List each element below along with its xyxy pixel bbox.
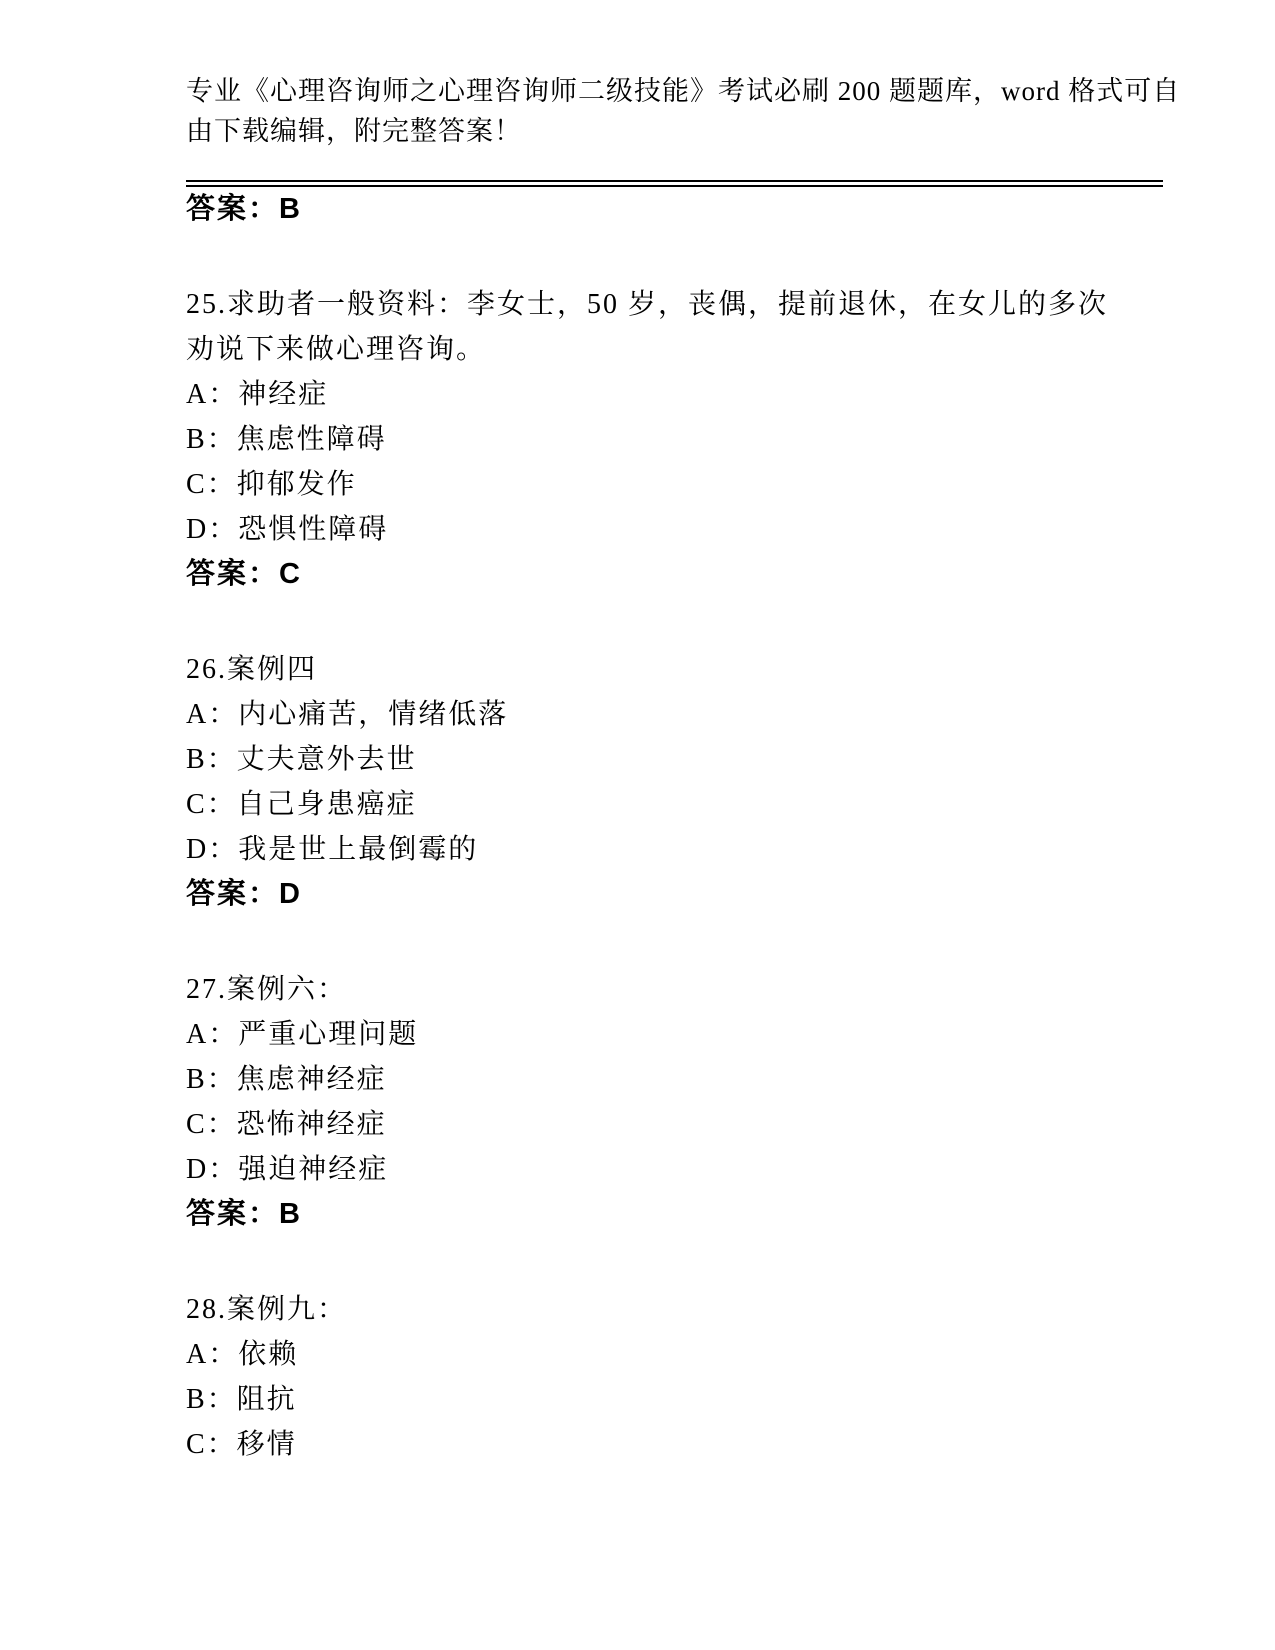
header-title-line-2: 由下载编辑，附完整答案！ <box>186 116 522 146</box>
page-content <box>186 0 1181 1467</box>
option-c: C：抑郁发作 <box>186 469 357 500</box>
option-c: C：自己身患癌症 <box>186 789 417 820</box>
option-b: B：丈夫意外去世 <box>186 744 417 775</box>
option-d: D：我是世上最倒霉的 <box>186 834 479 865</box>
question-text-line: 27.案例六： <box>186 974 348 1005</box>
option-d: D：恐惧性障碍 <box>186 514 389 545</box>
option-b: B：阻抗 <box>186 1384 297 1415</box>
question-block-25 <box>186 282 1163 597</box>
option-c: C：移情 <box>186 1429 297 1460</box>
answer-line: 答案：D <box>186 878 302 910</box>
header-divider-double-line <box>186 180 1163 187</box>
option-a: A：依赖 <box>186 1339 299 1370</box>
header-title-line-1: 专业《心理咨询师之心理咨询师二级技能》考试必刷 200 题题库，word 格式可自 <box>186 76 1181 106</box>
option-b: B：焦虑性障碍 <box>186 424 387 455</box>
question-block-28 <box>186 1287 1163 1467</box>
question-text-line: 劝说下来做心理咨询。 <box>186 334 487 365</box>
question-block-27 <box>186 967 1163 1237</box>
question-block-26 <box>186 647 1163 917</box>
option-d: D：强迫神经症 <box>186 1154 389 1185</box>
question-text-line: 25.求助者一般资料：李女士，50 岁，丧偶，提前退休，在女儿的多次 <box>186 289 1109 320</box>
option-c: C：恐怖神经症 <box>186 1109 387 1140</box>
answer-line: 答案：B <box>186 1198 302 1230</box>
answer-line: 答案：C <box>186 558 302 590</box>
option-a: A：内心痛苦，情绪低落 <box>186 699 509 730</box>
option-a: A：严重心理问题 <box>186 1019 419 1050</box>
answer-line-previous-question: 答案：B <box>186 193 302 225</box>
option-a: A：神经症 <box>186 379 329 410</box>
question-text-line: 26.案例四 <box>186 654 318 685</box>
question-text-line: 28.案例九： <box>186 1294 348 1325</box>
option-b: B：焦虑神经症 <box>186 1064 387 1095</box>
doc-header <box>186 71 1181 151</box>
